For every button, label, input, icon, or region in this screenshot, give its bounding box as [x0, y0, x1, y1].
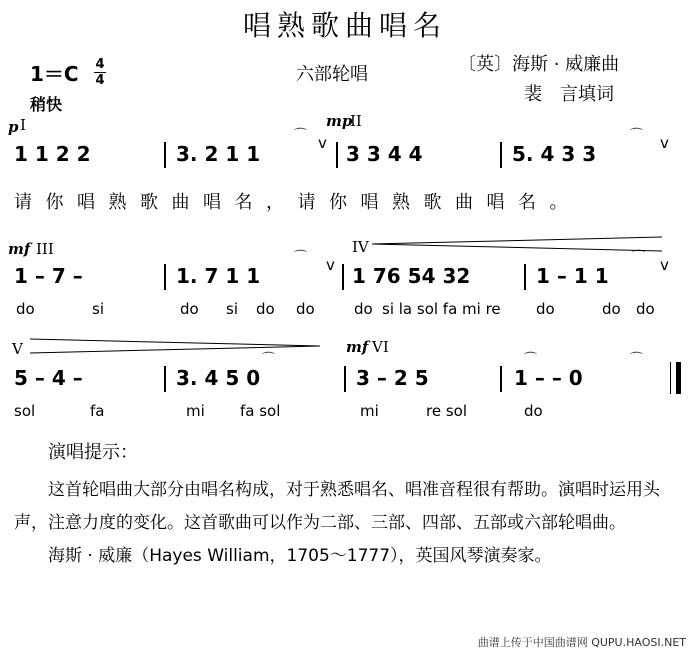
fermata-icon: ⌒	[630, 352, 644, 367]
solfege: do	[256, 300, 275, 318]
barline	[164, 366, 166, 392]
barline	[164, 264, 166, 290]
crescendo-hairpin	[372, 236, 662, 252]
fermata-icon: ⌒	[294, 250, 308, 265]
page-title: 唱熟歌曲唱名	[242, 9, 447, 42]
barline	[500, 142, 502, 168]
solfege: do	[602, 300, 621, 318]
tempo-marking: 稍快	[30, 95, 63, 114]
lyrics-line: 请你唱熟歌曲唱名，请你唱熟歌曲唱名。	[14, 192, 581, 213]
barline	[344, 366, 346, 392]
measure-7: 1 76 54 32	[352, 264, 471, 288]
solfege: do	[636, 300, 655, 318]
part-label-5: V	[12, 340, 23, 358]
tips-heading: 演唱提示：	[48, 442, 138, 463]
time-top: 4	[95, 57, 105, 72]
measure-10: 3. 4 5 0	[176, 366, 261, 390]
solfege: do	[536, 300, 555, 318]
final-barline-thick	[676, 362, 681, 394]
fermata-icon: ⌒	[262, 352, 276, 367]
solfege: do	[180, 300, 199, 318]
dynamic-mp: mp	[326, 112, 353, 130]
barline	[164, 142, 166, 168]
barline	[336, 142, 338, 168]
composer-credit: 〔英〕海斯 · 威廉曲	[458, 54, 620, 75]
fermata-icon: ⌒	[524, 352, 538, 367]
barline	[524, 264, 526, 290]
solfege: do	[354, 300, 373, 318]
measure-6: 1. 7 1 1	[176, 264, 261, 288]
barline	[342, 264, 344, 290]
part-label-2: II	[350, 112, 362, 130]
part-label-1: I	[20, 116, 26, 134]
solfege: si	[92, 300, 104, 318]
solfege: mi	[360, 402, 379, 420]
measure-12: 1 – – 0	[514, 366, 583, 390]
fermata-icon: ⌒	[294, 128, 308, 143]
solfege: do	[296, 300, 315, 318]
breath-mark: v	[660, 256, 669, 274]
footer-watermark: 曲谱上传于中国曲谱网 QUPU.HAOSI.NET	[477, 636, 686, 649]
part-label-6: VI	[372, 338, 389, 356]
solfege: fa sol	[240, 402, 281, 420]
time-signature	[92, 58, 108, 87]
solfege: sol	[14, 402, 36, 420]
key-signature: 1＝C	[30, 62, 79, 86]
dynamic-p: p	[8, 118, 19, 136]
solfege: fa	[90, 402, 105, 420]
lyricist-credit: 裴 言填词	[524, 84, 614, 105]
part-label-4: IV	[352, 238, 369, 256]
dynamic-mf: mf	[8, 240, 31, 258]
diminuendo-hairpin	[30, 338, 320, 354]
measure-1: 1 1 2 2	[14, 142, 91, 166]
measure-5: 1 – 7 –	[14, 264, 83, 288]
fermata-icon: ⌒	[632, 250, 646, 265]
measure-11: 3 – 2 5	[356, 366, 429, 390]
solfege: si	[226, 300, 238, 318]
tips-paragraph-1: 这首轮唱曲大部分由唱名构成，对于熟悉唱名、唱准音程很有帮助。演唱时运用头声，注意力度的变化。这首歌曲可以作为二部、三部、四部、五部或六部轮唱曲。	[14, 480, 660, 533]
measure-4: 5. 4 3 3	[512, 142, 597, 166]
breath-mark: v	[318, 134, 327, 152]
measure-9: 5 – 4 –	[14, 366, 83, 390]
final-barline-thin	[670, 362, 671, 394]
solfege: mi	[186, 402, 205, 420]
measure-3: 3 3 4 4	[346, 142, 423, 166]
performance-form: 六部轮唱	[296, 64, 368, 85]
measure-2: 3. 2 1 1	[176, 142, 261, 166]
barline	[500, 366, 502, 392]
tips-body	[14, 474, 682, 573]
solfege: do	[16, 300, 35, 318]
part-label-3: III	[36, 240, 54, 258]
tips-paragraph-2: 海斯 · 威廉（Hayes William，1705～1777），英国风琴演奏家。	[48, 546, 552, 566]
measure-8: 1 – 1 1	[536, 264, 609, 288]
breath-mark: v	[660, 134, 669, 152]
breath-mark: v	[326, 256, 335, 274]
solfege: do	[524, 402, 543, 420]
time-bottom: 4	[95, 73, 105, 88]
dynamic-mf: mf	[346, 338, 369, 356]
solfege: si la sol fa mi re	[382, 300, 501, 318]
fermata-icon: ⌒	[630, 128, 644, 143]
solfege: re sol	[426, 402, 467, 420]
